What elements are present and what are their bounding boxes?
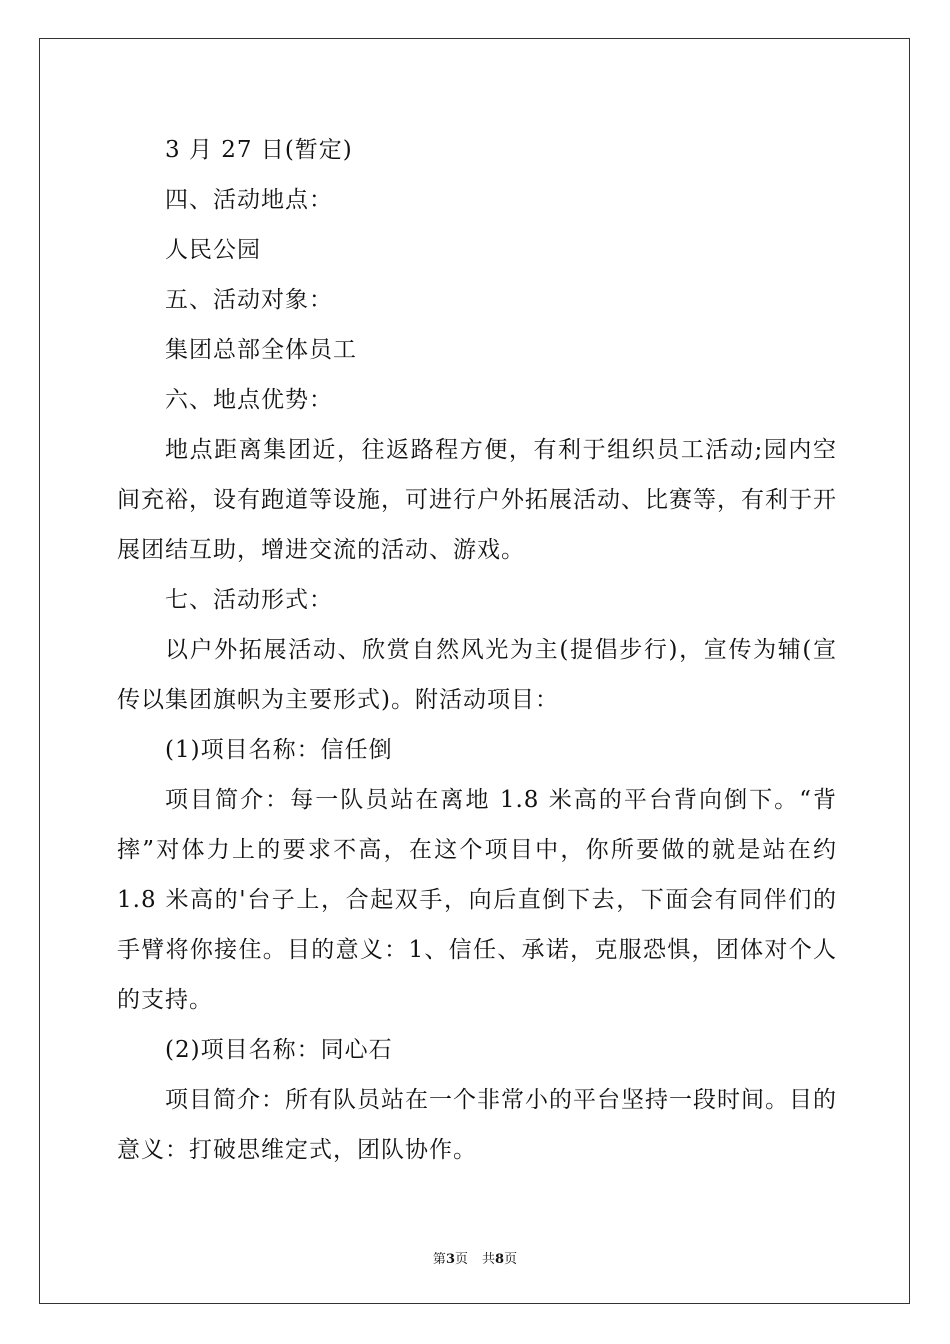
paragraph-project-2-intro: 项目简介：所有队员站在一个非常小的平台坚持一段时间。目的意义：打破思维定式，团队协作。 (117, 1087, 837, 1163)
document-body (117, 125, 837, 1175)
paragraph-activity-form: 以户外拓展活动、欣赏自然风光为主(提倡步行)，宣传为辅(宣传以集团旗帜为主要形式)。附活动项目： (117, 637, 837, 713)
heading-project-2: (2)项目名称：同心石 (165, 1037, 393, 1063)
heading-activity-location: 四、活动地点： (165, 187, 333, 213)
page-prefix: 第 (432, 1252, 446, 1267)
paragraph-target: 集团总部全体员工 (165, 337, 357, 363)
paragraph-location: 人民公园 (165, 237, 261, 263)
page-suffix: 页 (454, 1252, 468, 1267)
heading-project-1: (1)项目名称：信任倒 (165, 737, 393, 763)
total-prefix: 共 (482, 1252, 496, 1267)
heading-location-advantage: 六、地点优势： (165, 387, 333, 413)
paragraph-location-advantage: 地点距离集团近，往返路程方便，有利于组织员工活动;园内空间充裕，设有跑道等设施，可进行户外拓展活动、比赛等，有利于开展团结互助，增进交流的活动、游戏。 (117, 437, 837, 563)
page-total: 8 (495, 1252, 505, 1267)
page-current: 3 (445, 1252, 455, 1267)
paragraph-date: 3 月 27 日(暂定) (165, 137, 353, 163)
paragraph-project-1-intro: 项目简介：每一队员站在离地 1.8 米高的平台背向倒下。“背摔”对体力上的要求不高，在这个项目中，你所要做的就是站在约 1.8 米高的'台子上，合起双手，向后直倒下去，下面会有同伴们的手臂将你接住。目的意义：1、信任、承诺，克服恐惧，团体对个人的支持。 (117, 787, 837, 1013)
heading-activity-form: 七、活动形式： (165, 587, 333, 613)
total-suffix: 页 (504, 1252, 518, 1267)
heading-activity-target: 五、活动对象： (165, 287, 333, 313)
page-footer (0, 1248, 950, 1267)
